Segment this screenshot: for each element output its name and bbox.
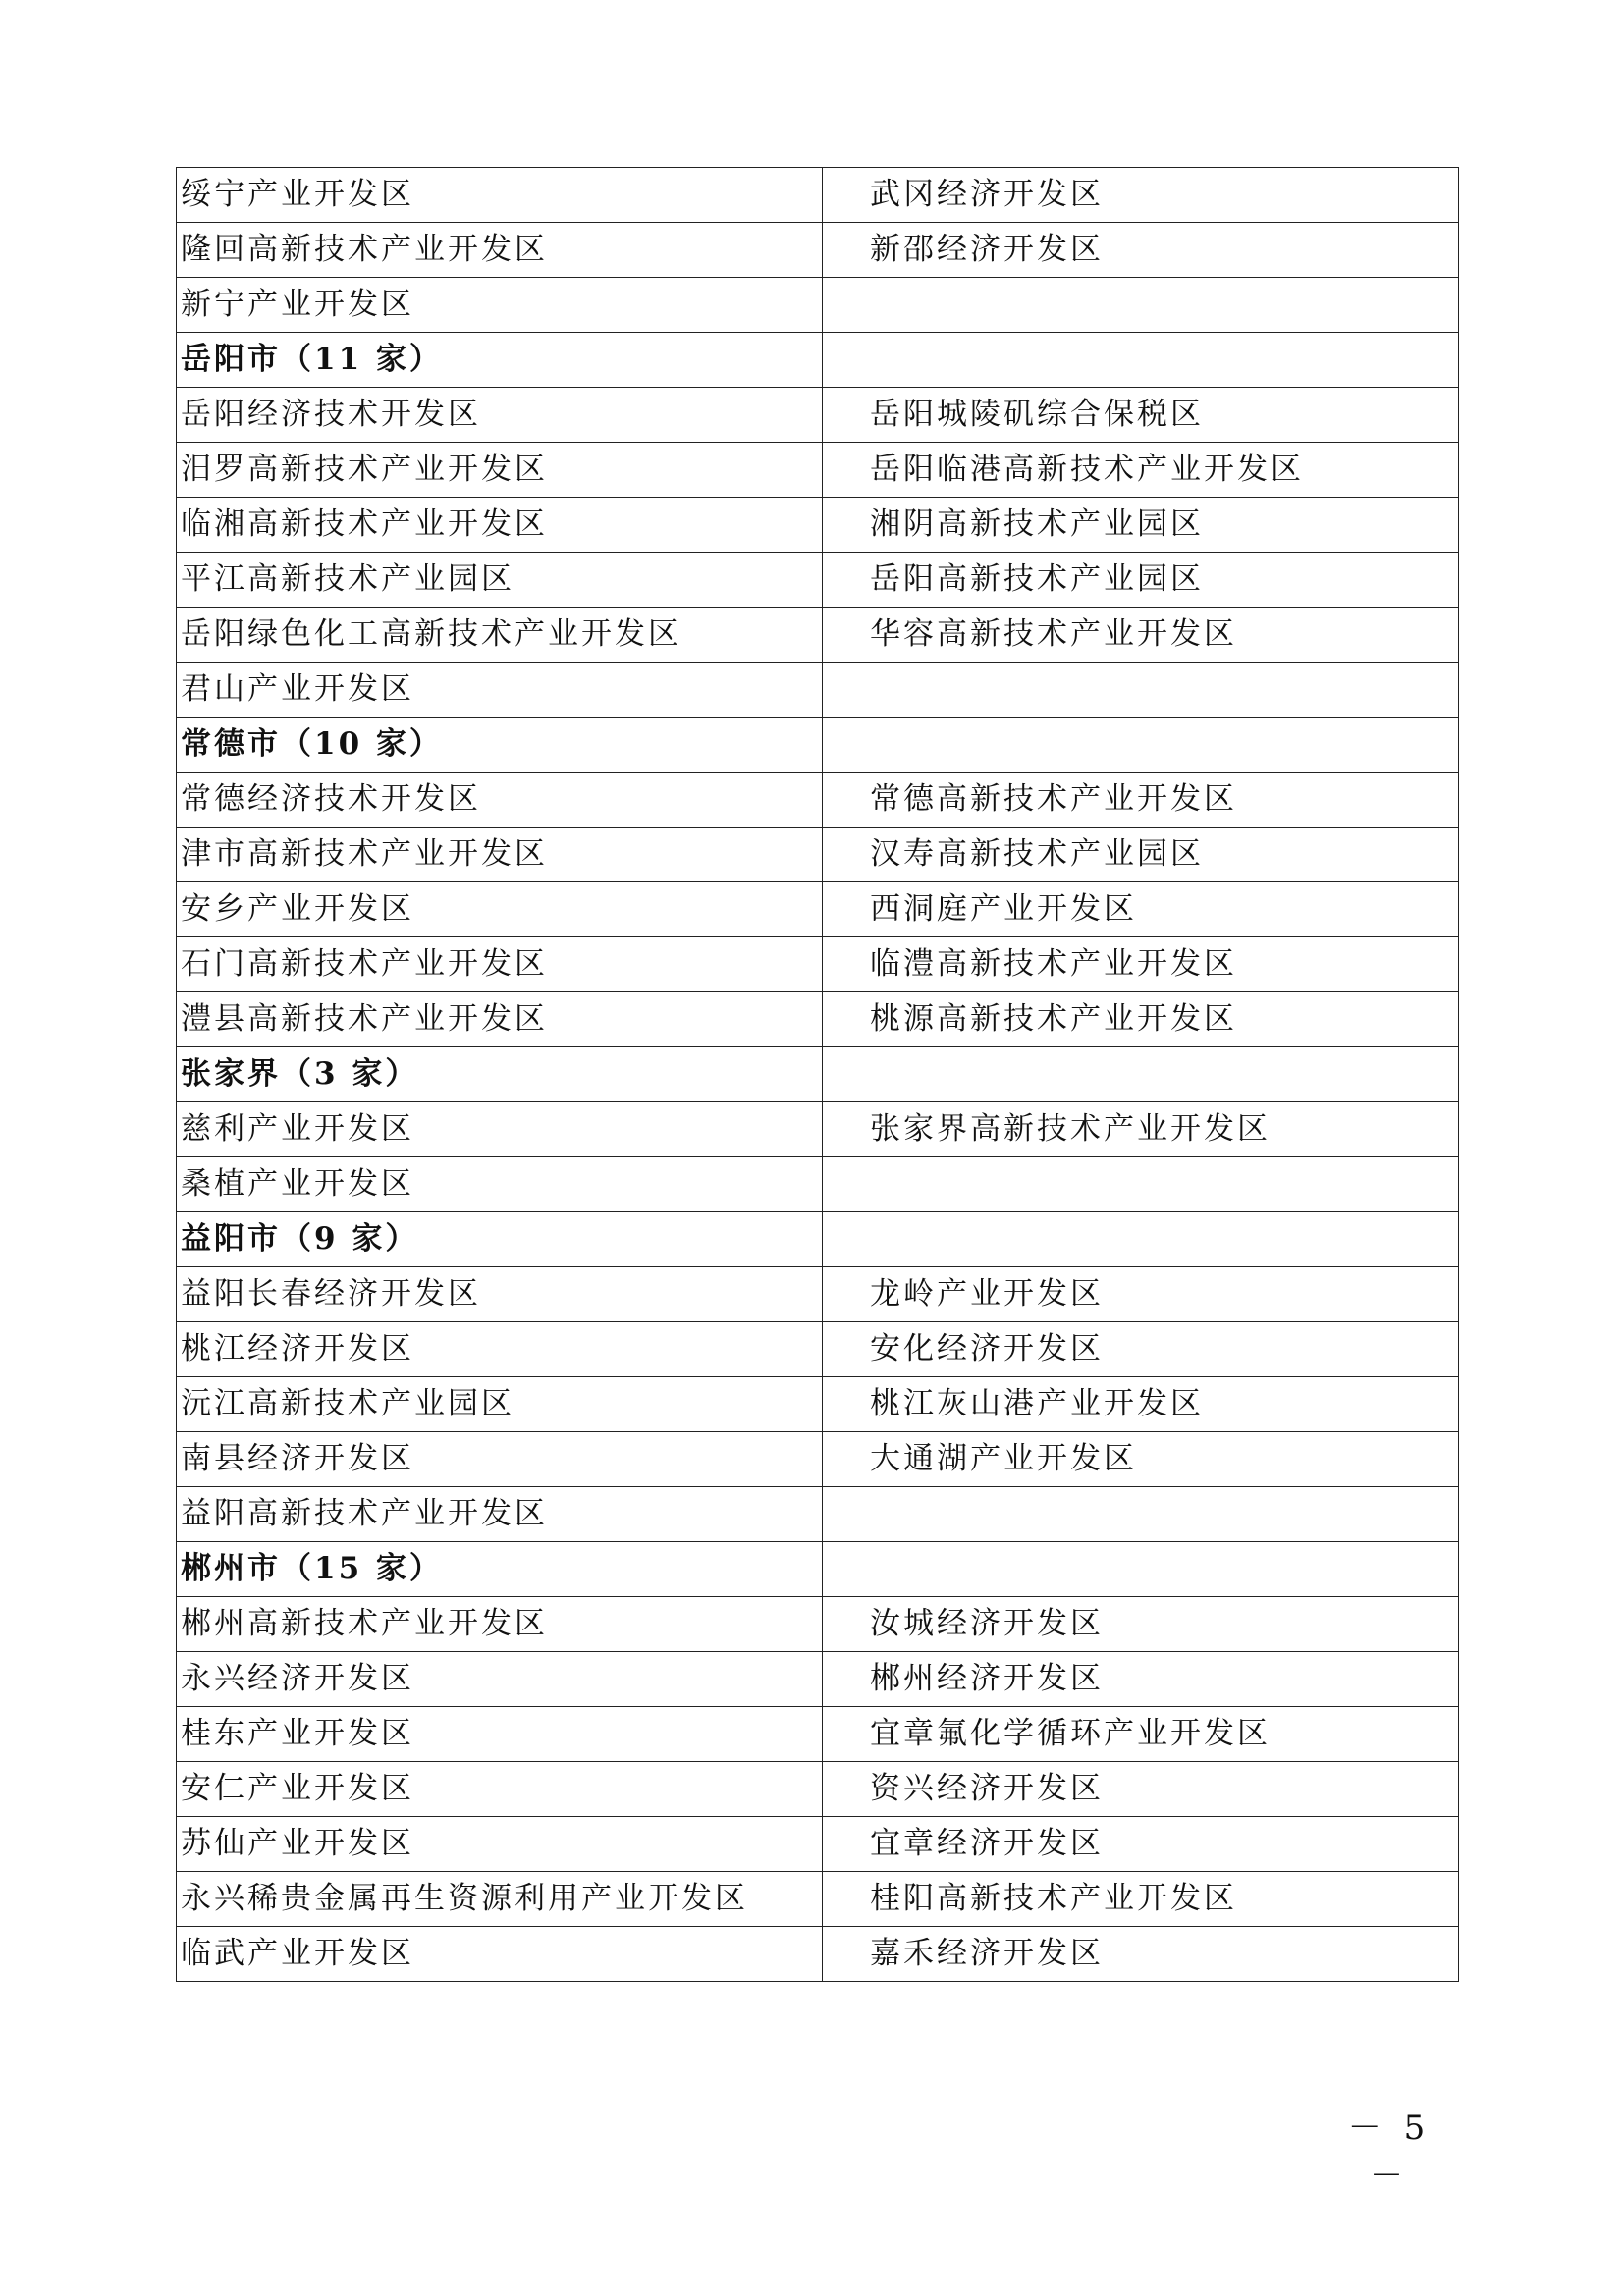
zone-name-cell-left: 永兴稀贵金属再生资源利用产业开发区: [177, 1872, 823, 1927]
table-row: [177, 1652, 1459, 1707]
zone-name-cell-right: 新邵经济开发区: [823, 223, 1459, 278]
zone-name-cell-right: 宜章经济开发区: [823, 1817, 1459, 1872]
city-header-row: [177, 718, 1459, 773]
zone-name-cell-right: 汝城经济开发区: [823, 1597, 1459, 1652]
table-row: [177, 1377, 1459, 1432]
zone-name-cell-right: 华容高新技术产业开发区: [823, 608, 1459, 663]
table-row: [177, 1707, 1459, 1762]
table-row: [177, 1487, 1459, 1542]
zone-name-cell-right: 武冈经济开发区: [823, 168, 1459, 223]
zone-name-cell-right: 桂阳高新技术产业开发区: [823, 1872, 1459, 1927]
zone-name-cell-left: 隆回高新技术产业开发区: [177, 223, 823, 278]
city-header-row: [177, 333, 1459, 388]
zone-name-cell-right: [823, 278, 1459, 333]
city-empty-cell: [823, 333, 1459, 388]
table-row: [177, 937, 1459, 992]
zone-name-cell-left: 常德经济技术开发区: [177, 773, 823, 828]
zone-name-cell-left: 益阳高新技术产业开发区: [177, 1487, 823, 1542]
zone-name-cell-right: 岳阳城陵矶综合保税区: [823, 388, 1459, 443]
zone-name-cell-right: 桃源高新技术产业开发区: [823, 992, 1459, 1047]
zone-name-cell-right: 岳阳高新技术产业园区: [823, 553, 1459, 608]
zone-name-cell-right: 资兴经济开发区: [823, 1762, 1459, 1817]
zone-name-cell-left: 绥宁产业开发区: [177, 168, 823, 223]
zone-name-cell-left: 平江高新技术产业园区: [177, 553, 823, 608]
page-number: － 5 －: [1347, 2109, 1432, 2196]
zone-name-cell-left: 岳阳经济技术开发区: [177, 388, 823, 443]
city-header-row: [177, 1047, 1459, 1102]
zone-name-cell-left: 汨罗高新技术产业开发区: [177, 443, 823, 498]
zone-name-cell-right: [823, 663, 1459, 718]
table-row: [177, 553, 1459, 608]
zone-name-cell-left: 桃江经济开发区: [177, 1322, 823, 1377]
zone-name-cell-left: 津市高新技术产业开发区: [177, 828, 823, 882]
zone-name-cell-right: 汉寿高新技术产业园区: [823, 828, 1459, 882]
zone-name-cell-left: 澧县高新技术产业开发区: [177, 992, 823, 1047]
zone-name-cell-right: 嘉禾经济开发区: [823, 1927, 1459, 1982]
zone-name-cell-right: 岳阳临港高新技术产业开发区: [823, 443, 1459, 498]
table-row: [177, 1322, 1459, 1377]
city-name-cell: 常德市（10 家）: [177, 718, 823, 773]
city-empty-cell: [823, 1542, 1459, 1597]
table-row: [177, 223, 1459, 278]
table-row: [177, 388, 1459, 443]
table-row: [177, 443, 1459, 498]
zone-name-cell-right: 西洞庭产业开发区: [823, 882, 1459, 937]
zone-name-cell-right: 临澧高新技术产业开发区: [823, 937, 1459, 992]
zone-name-cell-left: 临武产业开发区: [177, 1927, 823, 1982]
table-row: [177, 773, 1459, 828]
city-name-cell: 岳阳市（11 家）: [177, 333, 823, 388]
table-row: [177, 1817, 1459, 1872]
table-row: [177, 168, 1459, 223]
table-row: [177, 1102, 1459, 1157]
table-row: [177, 608, 1459, 663]
city-header-row: [177, 1212, 1459, 1267]
zone-name-cell-left: 苏仙产业开发区: [177, 1817, 823, 1872]
zone-name-cell-right: 安化经济开发区: [823, 1322, 1459, 1377]
zone-name-cell-left: 桑植产业开发区: [177, 1157, 823, 1212]
table-row: [177, 278, 1459, 333]
city-name-cell: 益阳市（9 家）: [177, 1212, 823, 1267]
zone-name-cell-left: 安乡产业开发区: [177, 882, 823, 937]
zone-name-cell-left: 君山产业开发区: [177, 663, 823, 718]
table-row: [177, 498, 1459, 553]
table-row: [177, 992, 1459, 1047]
zone-name-cell-left: 南县经济开发区: [177, 1432, 823, 1487]
table-row: [177, 663, 1459, 718]
zone-name-cell-left: 益阳长春经济开发区: [177, 1267, 823, 1322]
city-name-cell: 张家界（3 家）: [177, 1047, 823, 1102]
zone-name-cell-left: 安仁产业开发区: [177, 1762, 823, 1817]
zone-name-cell-right: [823, 1157, 1459, 1212]
city-empty-cell: [823, 718, 1459, 773]
table-body: [177, 168, 1459, 1982]
table-row: [177, 1597, 1459, 1652]
table-row: [177, 882, 1459, 937]
zone-name-cell-right: 大通湖产业开发区: [823, 1432, 1459, 1487]
zone-name-cell-right: 龙岭产业开发区: [823, 1267, 1459, 1322]
development-zone-table: [176, 167, 1459, 1982]
table-row: [177, 1927, 1459, 1982]
city-empty-cell: [823, 1212, 1459, 1267]
zone-name-cell-right: [823, 1487, 1459, 1542]
city-empty-cell: [823, 1047, 1459, 1102]
zone-name-cell-right: 张家界高新技术产业开发区: [823, 1102, 1459, 1157]
zone-name-cell-left: 石门高新技术产业开发区: [177, 937, 823, 992]
table-row: [177, 1762, 1459, 1817]
zone-name-cell-right: 常德高新技术产业开发区: [823, 773, 1459, 828]
zone-name-cell-left: 永兴经济开发区: [177, 1652, 823, 1707]
zone-name-cell-right: 宜章氟化学循环产业开发区: [823, 1707, 1459, 1762]
zone-name-cell-left: 沅江高新技术产业园区: [177, 1377, 823, 1432]
zone-name-cell-left: 临湘高新技术产业开发区: [177, 498, 823, 553]
zone-name-cell-right: 郴州经济开发区: [823, 1652, 1459, 1707]
zone-name-cell-left: 慈利产业开发区: [177, 1102, 823, 1157]
table-row: [177, 1872, 1459, 1927]
zone-name-cell-left: 岳阳绿色化工高新技术产业开发区: [177, 608, 823, 663]
table-row: [177, 1267, 1459, 1322]
zone-name-cell-left: 桂东产业开发区: [177, 1707, 823, 1762]
table-row: [177, 828, 1459, 882]
zone-name-cell-left: 新宁产业开发区: [177, 278, 823, 333]
zone-name-cell-left: 郴州高新技术产业开发区: [177, 1597, 823, 1652]
table-row: [177, 1432, 1459, 1487]
table-row: [177, 1157, 1459, 1212]
city-name-cell: 郴州市（15 家）: [177, 1542, 823, 1597]
zone-name-cell-right: 湘阴高新技术产业园区: [823, 498, 1459, 553]
zone-name-cell-right: 桃江灰山港产业开发区: [823, 1377, 1459, 1432]
city-header-row: [177, 1542, 1459, 1597]
